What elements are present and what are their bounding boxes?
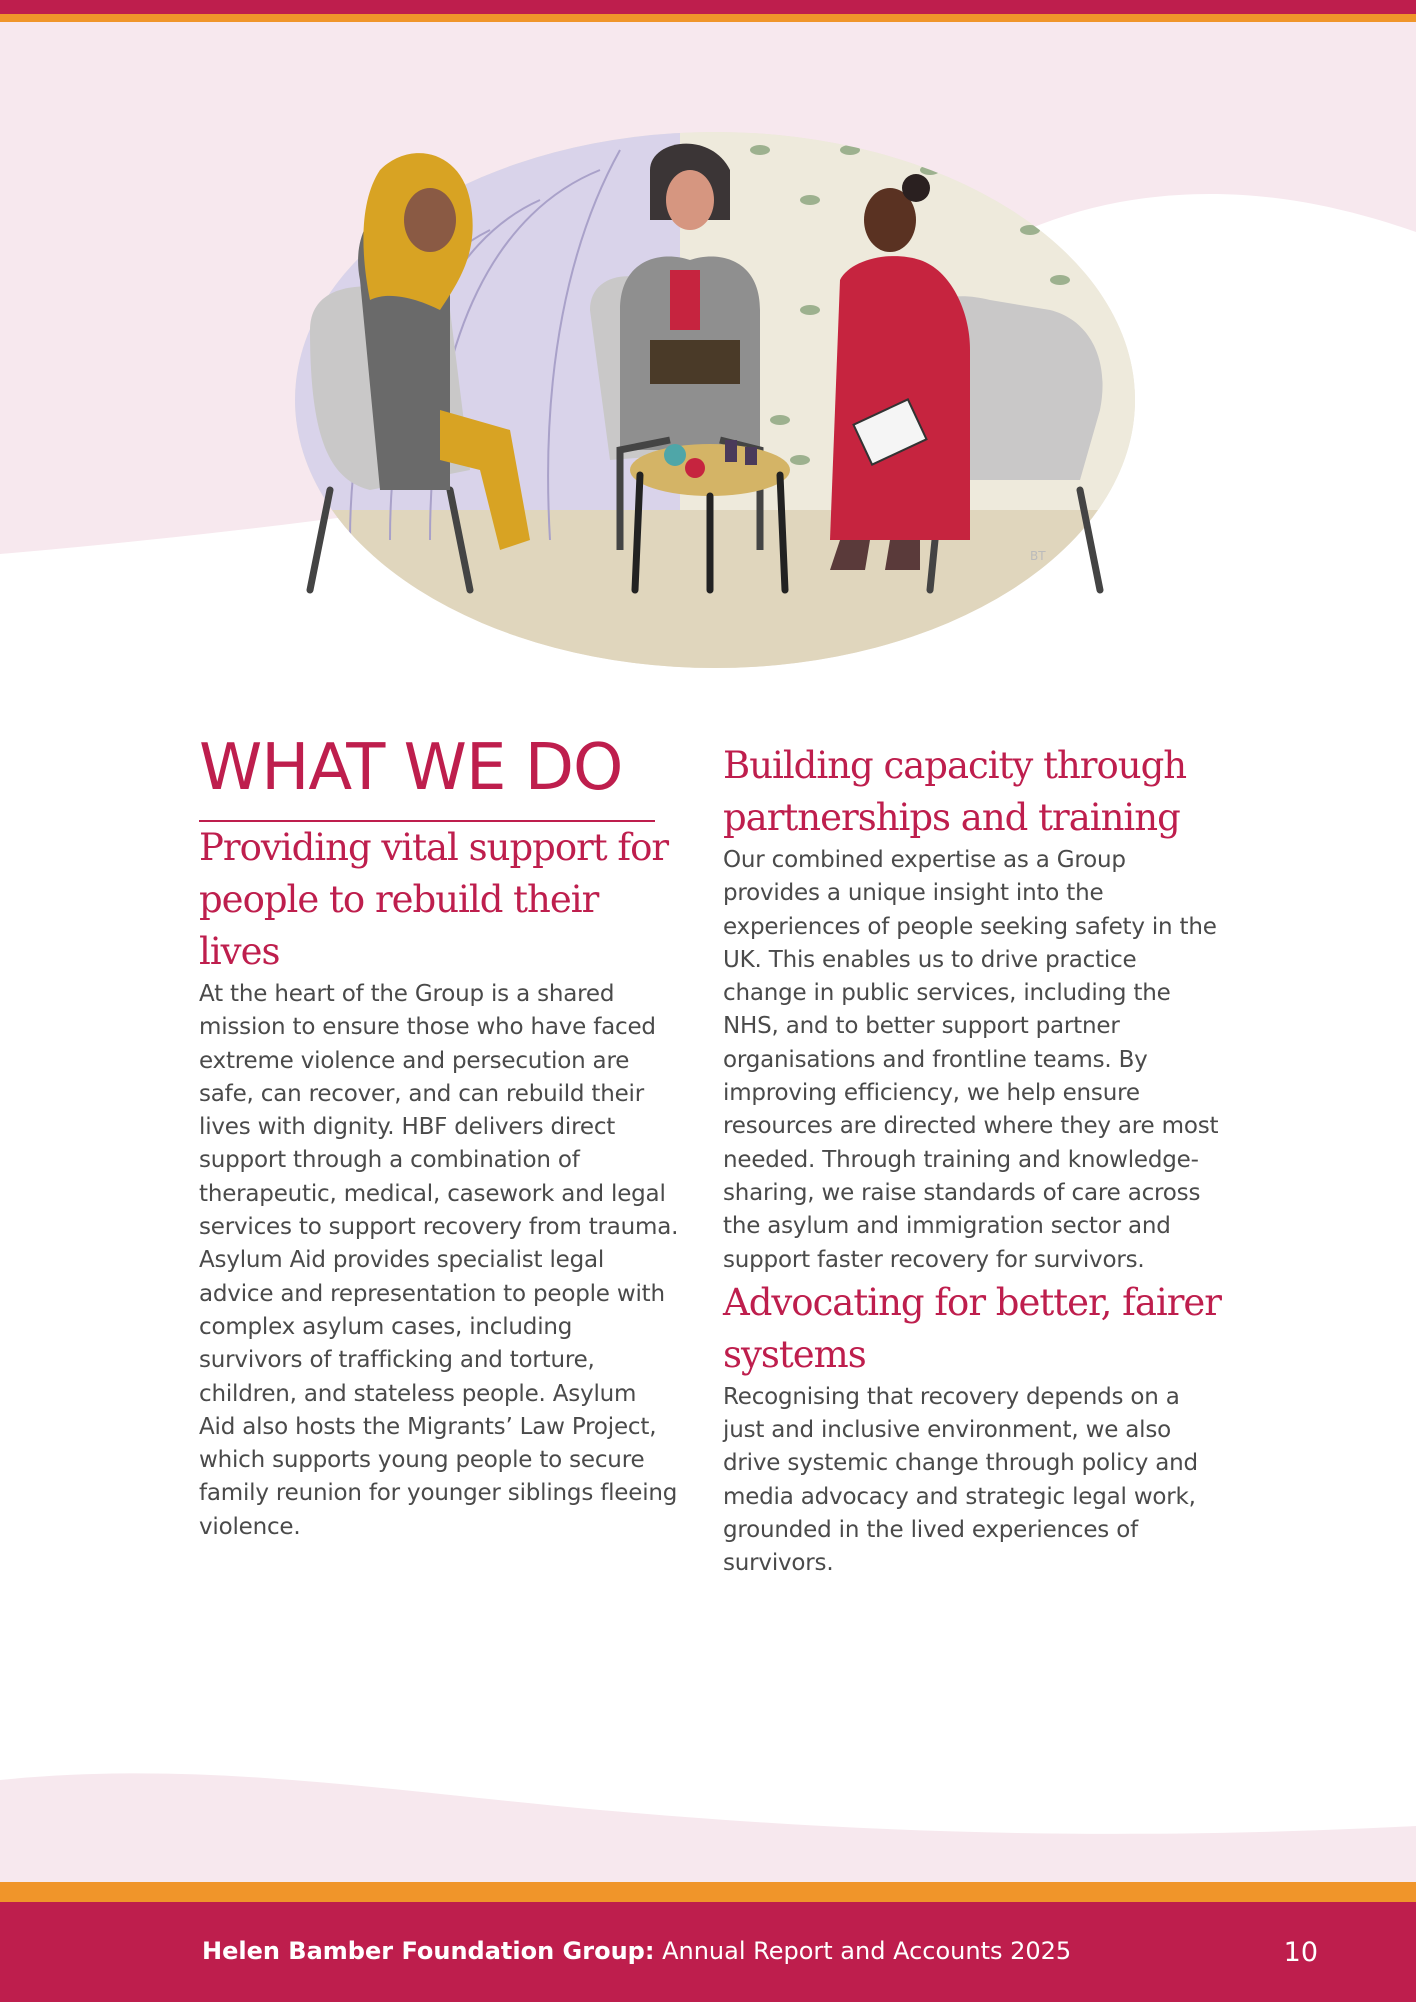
background-wave-bottom [0,1770,1416,1882]
left-column [199,730,679,1544]
section-body-advocating: Recognising that recovery depends on a just and inclusive environment, we also drive systemic change through policy and media advocacy and strategic legal work, grounded in the lived experiences of survivors. [723,1383,1198,1577]
page-number: 10 [1283,1937,1318,1968]
footer-report-name: Annual Report and Accounts 2025 [654,1937,1072,1965]
page-title: WHAT WE DO [199,731,623,805]
footer-report-title [202,1936,1071,1966]
section-body-building-capacity: Our combined expertise as a Group provides a unique insight into the experiences of people seeking safety in the UK. This enables us to drive practice change in public services, including the NHS, and to better support partner organisations and frontline teams. By improving efficiency, we help ensure resources are directed where they are most needed. Through training and knowledge-sharing, we raise standards of care across the asylum and immigration sector and support faster recovery for survivors. [723,847,1219,1273]
section-body-vital-support: At the heart of the Group is a shared mission to ensure those who have faced extreme violence and persecution are safe, can recover, and can rebuild their lives with dignity. HBF delivers direct support through a combination of therapeutic, medical, casework and legal services to support recovery from trauma. Asylum Aid provides specialist legal advice and representation to people with complex asylum cases, including survivors of trafficking and torture, children, and stateless people. Asylum Aid also hosts the Migrants’ Law Project, which supports young people to secure family reunion for younger siblings fleeing violence. [199,981,679,1540]
svg-text:BT: BT [1030,549,1046,563]
bottom-orange-stripe [0,1882,1416,1902]
top-accent-bar [0,0,1416,14]
footer [0,1902,1416,2002]
illustration-three-women-icon [290,110,1140,670]
right-column [723,740,1223,1581]
section-heading-building-capacity: Building capacity through partnerships and training [723,744,1187,839]
footer-org-name: Helen Bamber Foundation Group: [202,1937,655,1965]
top-orange-stripe [0,14,1416,22]
section-heading-vital-support: Providing vital support for people to rebuild their lives [199,826,669,973]
section-heading-advocating: Advocating for better, fairer systems [723,1280,1221,1376]
